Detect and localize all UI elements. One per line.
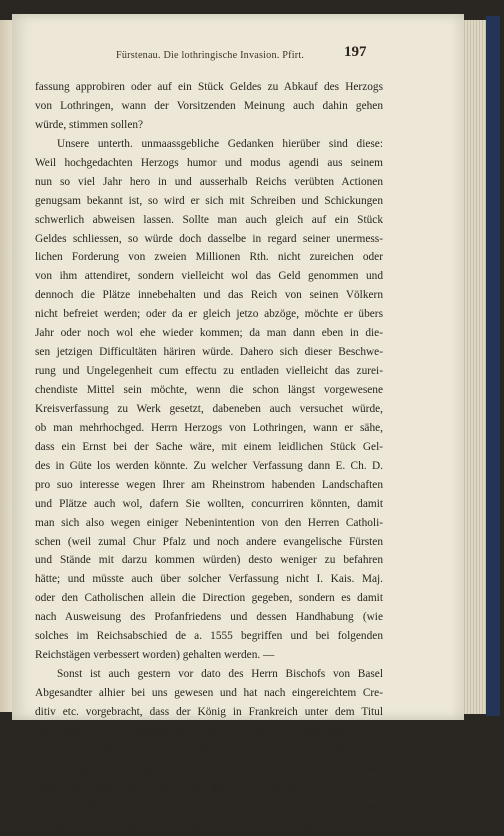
text-line: loco satisfactionis gewilliget worden,auch die Grafschaft Pfirdt mit an	[35, 743, 383, 756]
text-line: hätte; und müsste auch über solcher Verfassung nicht I. Kais. Maj.	[35, 573, 383, 586]
text-line: und Stände mit darzu kommen würden) desto weniger zu befahren	[35, 554, 383, 567]
text-line: fassung approbiren oder auf ein Stück Geldes zu Abkauf des Herzogs	[35, 81, 383, 93]
text-line: solches im Reichsabschied de a. 1555 begriffen und bei folgenden	[35, 630, 383, 643]
page-block-edge	[462, 20, 488, 714]
text-line: Reichstägen verbessert worden) gehalten werden. —	[35, 649, 275, 662]
text-line: Abgesandter alhier bei uns gewesen und hat nach eingereichtem Cre-	[35, 687, 383, 699]
text-line: als die ganze Landgrafschaft Elsass wäre und mit derselben nichts zu	[35, 819, 383, 832]
text-line: dennoch die Plätze innebehalten und das Reich von seinen Völkern	[35, 289, 383, 302]
text-line: Jahr oder noch wol ehe wieder kommen; da man dann eben in die-	[35, 327, 383, 340]
text-line: sen jetzigen Difficultäten häriren würde. Dahero sich dieser Beschwe-	[35, 346, 383, 359]
text-line: chendiste Mittel sein möchte, wenn die schon längst vorgewesene	[35, 384, 383, 396]
text-line: lichen Forderung von zweien Millionen Rth. nicht zureichen oder	[35, 251, 383, 264]
text-line: pro suo interesse wegen Ihrer am Rheinstrom habenden Landschaften	[35, 478, 383, 491]
body-text	[35, 78, 383, 836]
text-line: rung und Ungelegenheit cum effectu zu entladen vielleicht das zurei-	[35, 365, 383, 378]
page-number: 197	[344, 44, 367, 60]
text-line: nach Ausweisung des Profanfriedens und dessen Handhabung (wie	[35, 611, 383, 624]
text-line: von ihm attendiret, sondern vielleicht wol das Geld genommen und	[35, 270, 383, 283]
text-line: nun so viel Jahr hero in und ausserhalb Reichs verübten Actionen	[35, 175, 383, 188]
text-line: oder den Catholischen allein die Direction gegeben, sondern es damit	[35, 592, 383, 605]
text-line: Kreisverfassung zu Werk gesetzt, dabeneben auch versuchet würde,	[35, 402, 383, 415]
text-line: Alienation desselben nicht consentiret hätten, auch vor sich fast besser	[35, 800, 383, 813]
text-line: schwerlich abweisen lassen. Sollte man auch gleich auf ein Stück	[35, 213, 383, 226]
text-line: und Plätze auch wol, dafern Sie wollten, concurriren könnten, damit	[35, 497, 383, 510]
text-line: des in Güte los werden könnte. Zu welcher Verfassung dann E. Ch. D.	[35, 459, 383, 472]
text-line: ob man mehrhochged. Herrn Herzogs von Lothringen, wann er sähe,	[35, 421, 383, 434]
text-line: stück des Stifts Basel wäre, und des Herrn Bischofs f. Gn. in die	[35, 781, 383, 794]
text-line: Sonst ist auch gestern vor dato des Herrn Bischofs von Basel	[57, 668, 383, 681]
text-line: ditiv etc. vorgebracht, dass der König in Frankreich unter dem Titul	[35, 705, 383, 718]
text-line: Unsere unterth. unmaassgebliche Gedanken hierüber sind diese:	[57, 137, 383, 150]
text-line: und Namen der Landgrafschaft Elsass, so ihm in Instrumento Pacis	[35, 724, 383, 737]
book-cover	[486, 16, 500, 716]
text-line: von Lothringen, wann der Vorsitzenden Meinung auch dahin gehen	[35, 99, 383, 112]
running-header: Fürstenau. Die lothringische Invasion. Pfirt.	[116, 50, 305, 61]
text-line: schen (weil zumal Chur Pfalz und noch andere evangelische Fürsten	[35, 535, 383, 548]
text-line: würde, stimmen sollen?	[35, 118, 144, 131]
text-line: man sich also wegen einiger Nebenintention von den Herren Catholi-	[35, 516, 383, 529]
text-line: Geldes schliessen, so würde doch dasselbe in regard seiner unermess-	[35, 232, 383, 245]
text-line: nicht befreiet werden; oder da er gleich jetzo abzöge, möchte er übers	[35, 308, 383, 321]
text-line: genugsam bekannt ist, so wird er sich mit Schreiben und Schickungen	[35, 194, 383, 207]
text-line: dass ein Ernst bei der Sache wäre, mit einem leidlichen Stück Gel-	[35, 440, 383, 453]
text-line: sich gezogen und eingenommen hätte. Weil aber dieselbe ein Lehn-	[35, 762, 383, 775]
text-line: Weil hochgedachten Herzogs humor und modus agendi aus seinem	[35, 156, 383, 169]
